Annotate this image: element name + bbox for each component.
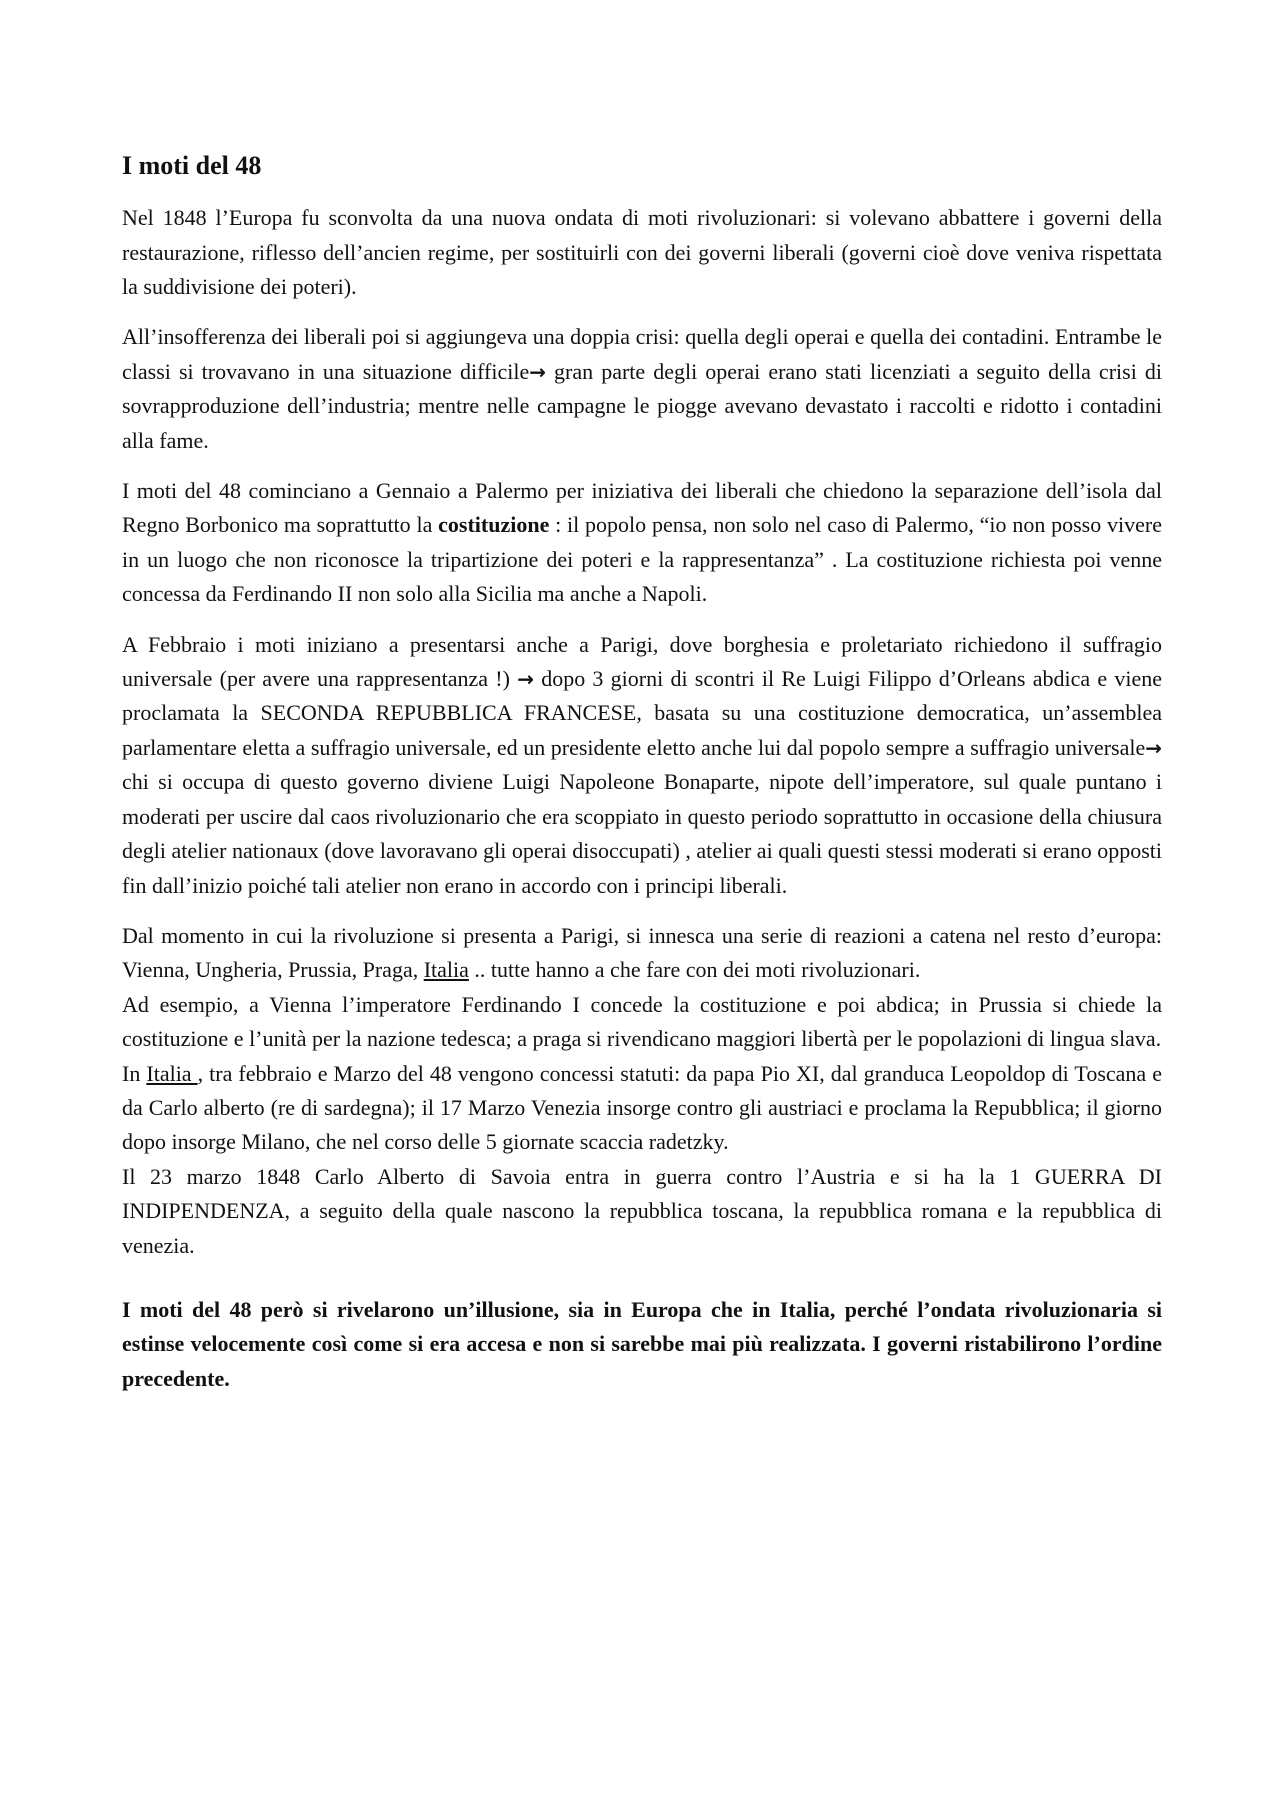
palermo-text-a: I moti del 48 cominciano a Gennaio a Palermo per iniziativa dei liberali che chiedono la separazione dell’isola dal Regno Borbonico ma soprattutto la — [122, 478, 1162, 538]
crisis-text-a: All’insofferenza dei liberali poi si aggiungeva una doppia crisi: quella degli operai e quella dei contadini. Entrambe le classi si trovavano in una situazione difficile — [122, 324, 1162, 384]
europa-text-b: .. tutte hanno a che fare con dei moti rivoluzionari. — [468, 957, 921, 983]
arrow-icon: → — [517, 667, 534, 692]
paragraph-conclusion: I moti del 48 però si rivelarono un’illusione, sia in Europa che in Italia, perché l’ondata rivoluzionaria si estinse velocemente così come si era accesa e non si sarebbe mai più realizzata. I governi ristabilirono l’ordine precedente. — [122, 1296, 1162, 1391]
parigi-text-a: A Febbraio i moti iniziano a presentarsi anche a Parigi, dove borghesia e proletariato richiedono il suffragio universale (per avere una rappresentanza !) — [122, 631, 1162, 692]
paragraph-guerra: Il 23 marzo 1848 Carlo Alberto di Savoia entra in guerra contro l’Austria e si ha la 1 GUERRA DI INDIPENDENZA, a seguito della quale nascono la repubblica toscana, la repubblica romana e la repubblica di venezia. — [122, 1163, 1162, 1258]
arrow-icon: → — [529, 359, 546, 384]
italia-text-a: In — [122, 1060, 147, 1086]
paragraph-parigi — [122, 628, 1162, 903]
paragraph-intro: Nel 1848 l’Europa fu sconvolta da una nuova ondata di moti rivoluzionari: si volevano abbattere i governi della restaurazione, riflesso dell’ancien regime, per sostituirli con dei governi liberali (governi cioè dove veniva rispettata la suddivisione dei poteri). — [122, 205, 1162, 299]
arrow-icon: → — [1145, 735, 1162, 760]
paragraph-italia — [122, 1057, 1162, 1160]
parigi-text-b: dopo 3 giorni di scontri il Re Luigi Filippo d’Orleans abdica e viene proclamata la SECONDA REPUBBLICA FRANCESE, basata su una costituzione democratica, un’assemblea parlamentare eletta a suffragio universale, ed un presidente eletto anche lui dal popolo sempre a suffragio universale — [122, 666, 1162, 760]
crisis-text-b: gran parte degli operai erano stati licenziati a seguito della crisi di sovrapproduzione dell’industria; mentre nelle campagne le piogge avevano devastato i raccolti e ridotto i contadini alla fame. — [122, 358, 1162, 453]
document-page — [122, 150, 1162, 1412]
europa-text-a: Dal momento in cui la rivoluzione si presenta a Parigi, si innesca una serie di reazioni a catena nel resto d’europa: Vienna, Ungheria, Prussia, Praga, — [122, 922, 1162, 983]
paragraph-palermo — [122, 474, 1162, 612]
paragraph-europa — [122, 919, 1162, 988]
document-title: I moti del 48 — [122, 151, 262, 180]
italia-link[interactable]: Italia — [146, 1060, 198, 1086]
palermo-text-b: : il popolo pensa, non solo nel caso di Palermo, “io non posso vivere in un luogo che non riconosce la tripartizione dei poteri e la rappresentanza” . La costituzione richiesta poi venne concessa da Ferdinando II non solo alla Sicilia ma anche a Napoli. — [122, 512, 1163, 607]
bold-term-costituzione: costituzione — [438, 512, 550, 538]
italia-link[interactable]: Italia — [423, 957, 469, 983]
paragraph-vienna: Ad esempio, a Vienna l’imperatore Ferdinando I concede la costituzione e poi abdica; in Prussia si chiede la costituzione e l’unità per la nazione tedesca; a praga si rivendicano maggiori libertà per le popolazioni di lingua slava. — [122, 991, 1162, 1052]
italia-text-b: , tra febbraio e Marzo del 48 vengono concessi statuti: da papa Pio XI, dal granduca Leopoldop di Toscana e da Carlo alberto (re di sardegna); il 17 Marzo Venezia insorge contro gli austriaci e proclama la Repubblica; il giorno dopo insorge Milano, che nel corso delle 5 giornate scaccia radetzky. — [122, 1060, 1162, 1155]
paragraph-crisis — [122, 320, 1162, 458]
parigi-text-c: chi si occupa di questo governo diviene Luigi Napoleone Bonaparte, nipote dell’imperatore, sul quale puntano i moderati per uscire dal caos rivoluzionario che era scoppiato in questo periodo soprattutto in occasione della chiusura degli atelier nationaux (dove lavoravano gli operai disoccupati) , atelier ai quali questi stessi moderati si erano opposti fin dall’inizio poiché tali atelier non erano in accordo con i principi liberali. — [122, 769, 1162, 898]
